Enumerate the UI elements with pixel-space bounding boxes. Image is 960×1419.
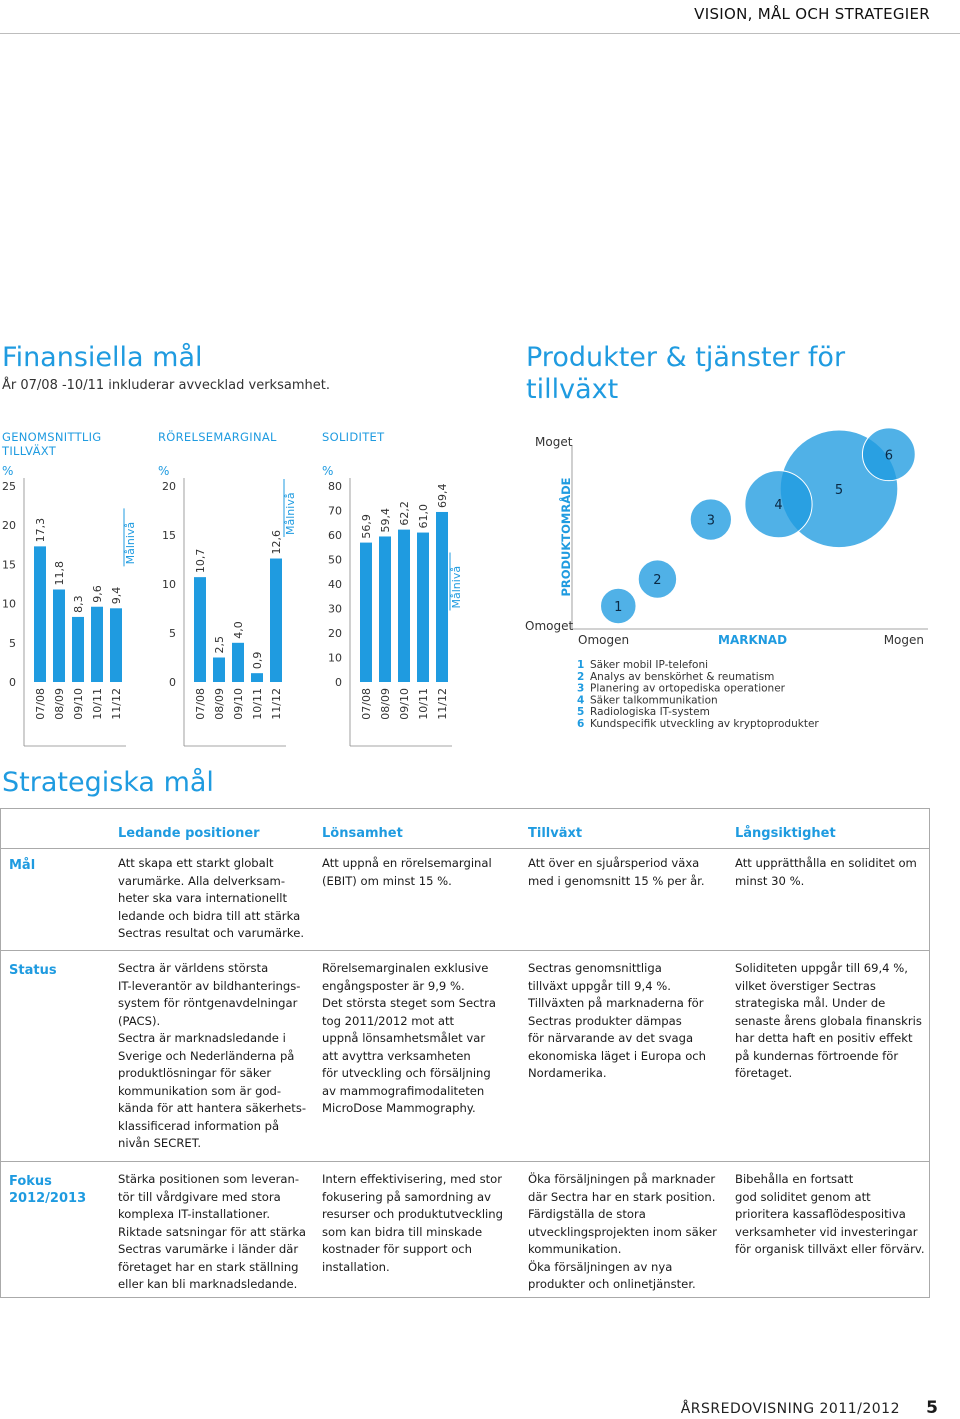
- bar-value-label: 62,2: [398, 501, 411, 526]
- y-bottom-label: Omoget: [525, 619, 574, 633]
- cell-text-line: ekonomiska läget i Europa och: [528, 1048, 707, 1063]
- cell-text-line: installation.: [322, 1259, 390, 1274]
- cell-text-line: Sectras produkter dämpas: [528, 1013, 682, 1028]
- cell-text-line: Det största steget som Sectra: [322, 996, 496, 1010]
- legend-number: 4: [577, 694, 585, 707]
- bar: [398, 530, 410, 682]
- legend-number: 3: [577, 682, 585, 695]
- target-label: Målnivå: [450, 565, 463, 609]
- bubble-label: 1: [614, 599, 623, 615]
- bubble-label: 2: [653, 573, 662, 589]
- cell-text-line: engångsposter är 9,9 %.: [322, 978, 465, 993]
- bar: [72, 617, 84, 682]
- legend-item: Radiologiska IT-system: [590, 706, 710, 719]
- bar-value-label: 4,0: [232, 621, 245, 639]
- cell-text-line: minst 30 %.: [735, 873, 805, 888]
- cell-text-line: produktlösningar för säker: [118, 1066, 272, 1080]
- cell-text-line: varumärke. Alla delverksam-: [118, 873, 286, 888]
- column-header: Tillväxt: [528, 826, 583, 841]
- cell-text-line: strategiska mål. Under de: [735, 996, 886, 1010]
- cell-text-line: Färdigställa de stora: [528, 1207, 646, 1221]
- cell-text-line: kända för att hantera säkerhets-: [118, 1101, 307, 1115]
- table-header-rule: [0, 848, 930, 849]
- product-bubble-chart: [510, 425, 960, 755]
- cell-text-line: företaget.: [735, 1066, 793, 1080]
- target-label: Målnivå: [124, 521, 137, 565]
- strategy-table: [0, 808, 960, 1308]
- y-tick-label: 40: [328, 578, 342, 591]
- x-tick-label: 10/11: [91, 688, 104, 720]
- chart-solidity-title: SOLIDITET: [322, 430, 385, 444]
- bar-value-label: 10,7: [194, 548, 207, 574]
- bar: [251, 673, 263, 682]
- x-tick-label: 07/08: [194, 688, 207, 720]
- bar-value-label: 59,4: [379, 507, 392, 533]
- footer-report-title: ÅRSREDOVISNING 2011/2012: [680, 1401, 900, 1417]
- strategy-title: Strategiska mål: [2, 767, 214, 798]
- unit-label: %: [2, 464, 14, 478]
- bar: [270, 559, 282, 682]
- y-tick-label: 0: [169, 676, 176, 689]
- bar: [417, 533, 429, 682]
- footer-page-number: 5: [926, 1398, 938, 1418]
- cell-text-line: på kundernas förtroende för: [735, 1048, 899, 1063]
- cell-text-line: klassificerad information på: [118, 1118, 280, 1133]
- table-row-rule: [0, 1161, 930, 1162]
- chart-growth-title: GENOMSNITTLIG TILLVÄXT: [2, 430, 102, 458]
- bar-value-label: 2,5: [213, 636, 226, 654]
- column-header: Ledande positioner: [118, 826, 260, 841]
- x-tick-label: 07/08: [34, 688, 47, 720]
- header-rule: [0, 33, 960, 34]
- cell-text-line: ledande och bidra till att stärka: [118, 908, 301, 923]
- x-tick-label: 08/09: [213, 688, 226, 720]
- y-tick-label: 15: [162, 529, 176, 542]
- column-header: Lönsamhet: [322, 826, 403, 841]
- section-header-title: VISION, MÅL OCH STRATEGIER: [694, 5, 930, 23]
- x-left-label: Omogen: [578, 633, 630, 647]
- bubble-label: 4: [774, 498, 783, 514]
- cell-text-line: nivån SECRET.: [118, 1136, 202, 1150]
- cell-text-line: tillväxt uppgår till 9,4 %.: [528, 978, 671, 993]
- row-label: 2012/2013: [9, 1191, 87, 1206]
- bar-value-label: 9,4: [110, 586, 123, 605]
- cell-text-line: vilket överstiger Sectras: [735, 978, 876, 993]
- cell-text-line: IT-leverantör av bildhanterings-: [118, 978, 301, 993]
- y-tick-label: 10: [2, 597, 16, 611]
- x-tick-label: 09/10: [232, 688, 245, 720]
- cell-text-line: tör till vårdgivare med stora: [118, 1189, 281, 1204]
- bar-value-label: 17,3: [34, 517, 47, 543]
- row-label: Status: [9, 963, 57, 978]
- table-border-right: [929, 808, 930, 1298]
- cell-text-line: produkter och onlinetjänster.: [528, 1277, 696, 1291]
- cell-text-line: Sectra är världens största: [118, 961, 269, 975]
- row-label: Fokus: [9, 1174, 52, 1189]
- target-label: Målnivå: [284, 492, 297, 535]
- bubble-label: 5: [834, 482, 844, 498]
- table-border-left: [0, 808, 1, 1298]
- cell-text-line: (PACS).: [118, 1013, 161, 1028]
- cell-text-line: senaste årens globala finanskris: [735, 1013, 922, 1028]
- cell-text-line: Intern effektivisering, med stor: [322, 1172, 503, 1186]
- bar-value-label: 12,6: [270, 530, 283, 555]
- y-tick-label: 5: [169, 627, 176, 640]
- chart-margin: [158, 464, 297, 746]
- y-tick-label: 30: [328, 602, 342, 616]
- legend-number: 5: [577, 706, 585, 719]
- cell-text-line: Sectra är marknadsledande i: [118, 1031, 286, 1045]
- bar-value-label: 56,9: [360, 514, 373, 539]
- bar: [110, 608, 122, 682]
- cell-text-line: MicroDose Mammography.: [322, 1101, 476, 1115]
- financial-subtitle: År 07/08 -10/11 inkluderar avvecklad verksamhet.: [2, 378, 330, 393]
- cell-text-line: Sectras varumärke i länder där: [118, 1242, 299, 1256]
- legend-item: Säker talkommunikation: [590, 694, 718, 707]
- x-tick-label: 08/09: [379, 688, 392, 720]
- table-row-rule: [0, 950, 930, 951]
- cell-text-line: Öka försäljningen av nya: [528, 1259, 673, 1274]
- cell-text-line: kommunikation som är god-: [118, 1083, 282, 1098]
- cell-text-line: resurser och produktutveckling: [322, 1207, 503, 1221]
- bar: [53, 589, 65, 682]
- legend-number: 2: [577, 670, 585, 683]
- bar-value-label: 8,3: [72, 595, 85, 613]
- bar: [379, 536, 391, 682]
- cell-text-line: som kan bidra till minskade: [322, 1224, 483, 1239]
- chart-solidity: [322, 464, 463, 746]
- cell-text-line: Sectras resultat och varumärke.: [118, 926, 305, 940]
- table-border-bottom: [0, 1297, 930, 1298]
- x-tick-label: 08/09: [53, 688, 66, 720]
- cell-text-line: för organisk tillväxt eller förvärv.: [735, 1242, 925, 1256]
- financial-title: Finansiella mål: [2, 342, 203, 373]
- cell-text-line: kostnader för support och: [322, 1242, 473, 1256]
- cell-text-line: Öka försäljningen på marknader: [528, 1172, 716, 1186]
- y-top-label: Moget: [535, 435, 573, 449]
- legend-item: Planering av ortopediska operationer: [590, 682, 785, 695]
- cell-text-line: kommunikation.: [528, 1242, 622, 1256]
- cell-text-line: Tillväxten på marknaderna för: [528, 996, 704, 1010]
- bubble-label: 6: [884, 448, 893, 464]
- products-title-line-2: tillväxt: [526, 374, 619, 405]
- cell-text-line: där Sectra har en stark position.: [528, 1189, 716, 1204]
- products-title-line-1: Produkter & tjänster för: [526, 342, 846, 373]
- y-tick-label: 15: [2, 558, 16, 572]
- cell-text-line: Att uppnå en rörelsemarginal: [322, 856, 492, 870]
- cell-text-line: Att skapa ett starkt globalt: [118, 856, 274, 870]
- x-tick-label: 11/12: [110, 688, 123, 720]
- cell-text-line: Sectras genomsnittliga: [528, 961, 662, 975]
- unit-label: %: [158, 464, 170, 478]
- bar: [34, 546, 46, 682]
- y-tick-label: 20: [162, 480, 176, 493]
- y-axis-label: PRODUKTOMRÅDE: [559, 477, 573, 597]
- cell-text-line: Nordamerika.: [528, 1066, 607, 1080]
- cell-text-line: med i genomsnitt 15 % per år.: [528, 873, 705, 888]
- cell-text-line: utvecklingsprojekten inom säker: [528, 1224, 717, 1239]
- y-tick-label: 10: [328, 651, 342, 665]
- x-tick-label: 11/12: [436, 688, 449, 720]
- cell-text-line: av mammografimodaliteten: [322, 1083, 485, 1098]
- x-tick-label: 11/12: [270, 688, 283, 720]
- cell-text-line: Rörelsemarginalen exklusive: [322, 961, 489, 975]
- legend-item: Kundspecifik utveckling av kryptoprodukter: [590, 718, 819, 730]
- x-right-label: Mogen: [883, 633, 924, 647]
- bar: [213, 658, 225, 683]
- bar: [194, 577, 206, 682]
- y-tick-label: 60: [328, 529, 342, 542]
- cell-text-line: prioritera kassaflödespositiva: [735, 1207, 906, 1221]
- legend-item: Analys av benskörhet & reumatism: [590, 670, 775, 683]
- x-tick-label: 09/10: [398, 688, 411, 720]
- unit-label: %: [322, 464, 334, 478]
- cell-text-line: eller kan bli marknadsledande.: [118, 1277, 298, 1291]
- bar: [91, 607, 103, 682]
- cell-text-line: Riktade satsningar för att stärka: [118, 1224, 306, 1239]
- y-tick-label: 5: [9, 636, 16, 650]
- cell-text-line: heter ska vara internationellt: [118, 891, 288, 905]
- bar-value-label: 9,6: [91, 585, 104, 603]
- chart-margin-title: RÖRELSEMARGINAL: [158, 430, 277, 444]
- y-tick-label: 25: [2, 480, 16, 493]
- y-tick-label: 20: [2, 519, 16, 533]
- legend-number: 6: [577, 718, 585, 730]
- cell-text-line: för närvarande av det svaga: [528, 1031, 694, 1045]
- y-tick-label: 20: [328, 627, 342, 640]
- cell-text-line: företaget har en stark ställning: [118, 1259, 299, 1274]
- bar-value-label: 0,9: [251, 651, 264, 670]
- x-tick-label: 09/10: [72, 688, 85, 720]
- cell-text-line: att avyttra verksamheten: [322, 1048, 471, 1063]
- bar-value-label: 61,0: [417, 504, 430, 529]
- bar: [232, 643, 244, 682]
- cell-text-line: (EBIT) om minst 15 %.: [322, 873, 452, 888]
- column-header: Långsiktighet: [735, 826, 836, 841]
- cell-text-line: Stärka positionen som leveran-: [118, 1172, 300, 1186]
- cell-text-line: system för röntgenavdelningar: [118, 996, 298, 1010]
- cell-text-line: komplexa IT-installationer.: [118, 1207, 271, 1221]
- y-tick-label: 50: [328, 553, 342, 567]
- y-tick-label: 0: [9, 676, 16, 689]
- x-tick-label: 10/11: [251, 688, 264, 720]
- y-tick-label: 70: [328, 504, 342, 518]
- cell-text-line: tog 2011/2012 mot att: [322, 1013, 455, 1028]
- bar-value-label: 11,8: [53, 560, 67, 586]
- bar: [436, 512, 448, 682]
- bubble-label: 3: [706, 513, 715, 529]
- legend-number: 1: [577, 659, 585, 671]
- cell-text-line: god soliditet genom att: [735, 1189, 871, 1204]
- cell-text-line: verksamheter vid investeringar: [735, 1224, 918, 1239]
- x-tick-label: 10/11: [417, 688, 430, 720]
- cell-text-line: Sverige och Nederländerna på: [118, 1048, 295, 1063]
- table-border-top: [0, 808, 930, 809]
- cell-text-line: har detta haft en positiv effekt: [735, 1031, 913, 1045]
- chart-growth: [2, 464, 137, 746]
- cell-text-line: Att upprätthålla en soliditet om: [735, 856, 917, 870]
- cell-text-line: Soliditeten uppgår till 69,4 %,: [735, 961, 908, 975]
- bar-value-label: 69,4: [436, 483, 449, 508]
- x-tick-label: 07/08: [360, 688, 373, 720]
- cell-text-line: uppnå lönsamhetsmålet var: [322, 1031, 486, 1045]
- row-label: Mål: [9, 858, 36, 873]
- y-tick-label: 80: [328, 480, 342, 493]
- cell-text-line: för utveckling och försäljning: [322, 1066, 491, 1080]
- y-tick-label: 10: [162, 578, 176, 591]
- y-tick-label: 0: [335, 676, 342, 689]
- cell-text-line: fokusering på samordning av: [322, 1189, 491, 1204]
- x-axis-label: MARKNAD: [718, 633, 788, 647]
- legend-item: Säker mobil IP-telefoni: [590, 659, 709, 671]
- bar-charts: [0, 460, 500, 760]
- cell-text-line: Att över en sjuårsperiod växa: [528, 856, 700, 870]
- bar: [360, 543, 372, 682]
- cell-text-line: Bibehålla en fortsatt: [735, 1172, 854, 1186]
